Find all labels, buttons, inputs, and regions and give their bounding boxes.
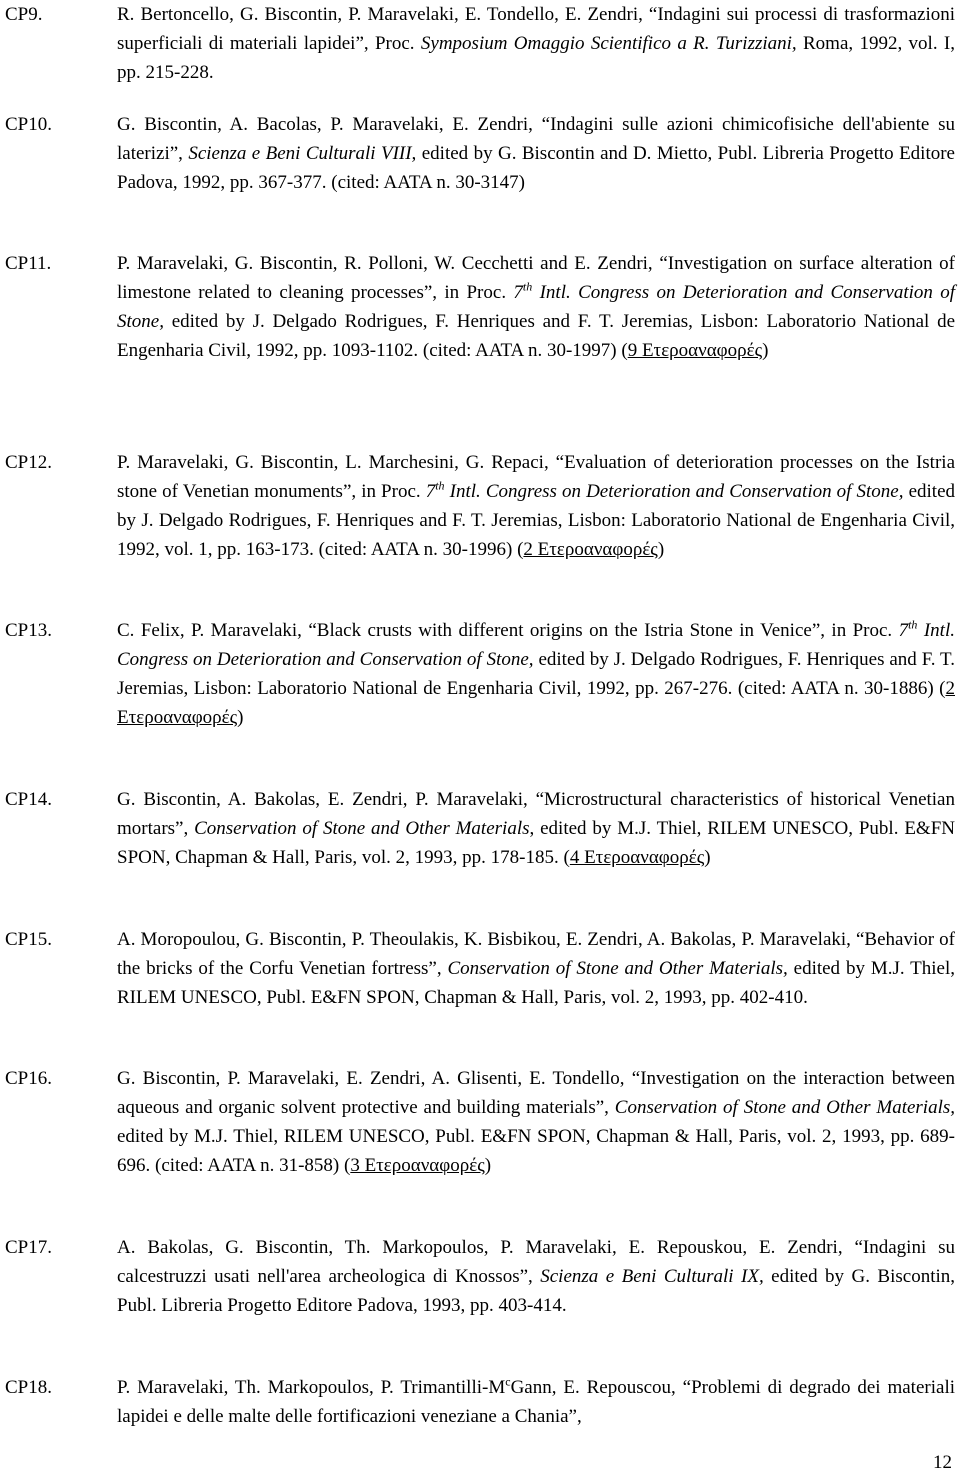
italic-title: 7 [513, 282, 523, 303]
reference-segment: ) [484, 1155, 492, 1176]
reference-text [117, 448, 955, 564]
reference-segment: edited by J. Delgado Rodrigues, F. Henriques and F. T. Jeremias, Lisbon: Laboratorio National de Engenharia Civil, 1992, pp. 267-276. (cited: AATA n. 30-1886) ( [117, 649, 955, 699]
italic-title: 7 [898, 620, 909, 641]
reference-text [117, 1064, 955, 1180]
reference-segment: edited by J. Delgado Rodrigues, F. Henriques and F. T. Jeremias, Lisbon: Laboratorio National de Engenharia Civil, 1992, vol. 1, pp. 163-173. (cited: AATA n. 30-1996) ( [117, 481, 955, 560]
citation-count: 4 Ετεροαναφορές [569, 847, 705, 868]
reference-segment: edited by M.J. Thiel, RILEM UNESCO, Publ. E&FN SPON, Chapman & Hall, Paris, vol. 2, 1993, pp. 689-696. (cited: AATA n. 31-858) ( [117, 1126, 955, 1176]
italic-title: 7 [425, 481, 436, 502]
reference-segment: ) [762, 340, 769, 361]
reference-text [117, 616, 955, 732]
reference-segment: R. Bertoncello, G. Biscontin, P. Maravelaki, E. Tondello, E. Zendri, “Indagini sui processi di trasformazioni superficiali di materiali lapidei”, Proc. [117, 4, 955, 54]
reference-segment: ) [704, 847, 711, 868]
citation-count: 2 Ετεροαναφορές [523, 539, 658, 560]
reference-text [117, 0, 955, 87]
reference-segment: ) [657, 539, 665, 560]
reference-text [117, 1233, 955, 1320]
reference-text [117, 785, 955, 872]
reference-segment: Gann, E. Repouscou, “Problemi di degrado dei materiali lapidei e delle malte delle fortificazioni veneziane a Chania”, [117, 1377, 955, 1427]
reference-segment: C. Felix, P. Maravelaki, “Black crusts with different origins on the Istria Stone in Venice”, in Proc. [117, 620, 899, 641]
italic-title: Intl. Congress on Deterioration and Conservation of Stone, [117, 282, 956, 332]
italic-title: Symposium Omaggio Scientifico a R. Turizziani, [420, 33, 797, 54]
italic-title: Conservation of Stone and Other Materials, [447, 958, 788, 979]
reference-code: CP13. [5, 620, 52, 641]
reference-segment: G. Biscontin, A. Bakolas, E. Zendri, P. Maravelaki, “Microstructural characteristics of historical Venetian mortars”, [117, 789, 955, 839]
reference-segment: A. Bakolas, G. Biscontin, Th. Markopoulos, P. Maravelaki, E. Repouskou, E. Zendri, “Indagini su calcestruzzi usati nell'area archeologica di Knossos”, [117, 1237, 955, 1287]
italic-title: Conservation of Stone and Other Materials, [614, 1097, 955, 1118]
reference-segment: edited by J. Delgado Rodrigues, F. Henriques and F. T. Jeremias, Lisbon: Laboratorio National de Engenharia Civil, 1992, pp. 1093-1102. (cited: AATA n. 30-1997) ( [117, 311, 955, 361]
reference-code: CP17. [5, 1237, 52, 1258]
citation-count: 2 Ετεροαναφορές [117, 678, 955, 728]
reference-segment: P. Maravelaki, G. Biscontin, L. Marchesini, G. Repaci, “Evaluation of deterioration processes on the Istria stone of Venetian monuments”, in Proc. [117, 452, 955, 502]
reference-code: CP15. [5, 929, 52, 950]
reference-text [117, 110, 955, 197]
reference-code: CP11. [5, 253, 52, 274]
reference-code: CP10. [5, 114, 52, 135]
reference-segment: ) [237, 707, 244, 728]
reference-segment: P. Maravelaki, G. Biscontin, R. Polloni, W. Cecchetti and E. Zendri, “Investigation on surface alteration of limestone related to cleaning processes”, in Proc. [117, 253, 955, 303]
superscript-text: c [505, 1374, 511, 1389]
reference-code: CP18. [5, 1377, 52, 1398]
reference-segment: A. Moropoulou, G. Biscontin, P. Theoulakis, K. Bisbikou, E. Zendri, A. Bakolas, P. Maravelaki, “Behavior of the bricks of the Corfu Venetian fortress”, [117, 929, 955, 979]
reference-text [117, 925, 955, 1012]
citation-count: 9 Ετεροαναφορές [627, 340, 763, 361]
reference-segment: edited by G. Biscontin and D. Mietto, Publ. Libreria Progetto Editore Padova, 1992, pp. 367-377. (cited: AATA n. 30-3147) [117, 143, 955, 193]
reference-segment: edited by G. Biscontin, Publ. Libreria Progetto Editore Padova, 1993, pp. 403-414. [117, 1266, 956, 1316]
reference-code: CP14. [5, 789, 52, 810]
italic-title: Conservation of Stone and Other Materials [194, 818, 530, 839]
italic-title: Scienza e Beni Culturali IX, [540, 1266, 764, 1287]
citation-count: 3 Ετεροαναφορές [350, 1155, 485, 1176]
reference-segment: P. Maravelaki, Th. Markopoulos, P. Trimantilli-M [117, 1377, 506, 1398]
reference-code: CP12. [5, 452, 52, 473]
italic-title: Scienza e Beni Culturali VIII, [188, 143, 417, 164]
reference-segment: G. Biscontin, A. Bacolas, P. Maravelaki, E. Zendri, “Indagini sulle azioni chimicofisiche dell'abiente su laterizi”, [117, 114, 955, 164]
reference-segment: Roma, 1992, vol. I, pp. 215-228. [117, 33, 955, 83]
reference-code: CP16. [5, 1068, 52, 1089]
superscript-text: th [908, 617, 918, 632]
reference-text [117, 249, 955, 365]
reference-segment: edited by M.J. Thiel, RILEM UNESCO, Publ. E&FN SPON, Chapman & Hall, Paris, vol. 2, 1993, pp. 402-410. [117, 958, 955, 1008]
reference-code: CP9. [5, 4, 43, 25]
superscript-text: th [435, 478, 445, 493]
superscript-text: th [522, 279, 533, 294]
reference-segment: , edited by M.J. Thiel, RILEM UNESCO, Publ. E&FN SPON, Chapman & Hall, Paris, vol. 2, 1993, pp. 178-185. ( [117, 818, 955, 868]
italic-title: Intl. Congress on Deterioration and Conservation of Stone, [444, 481, 904, 502]
italic-title: Intl. Congress on Deterioration and Conservation of Stone, [117, 620, 955, 670]
reference-text [117, 1373, 955, 1431]
reference-segment: G. Biscontin, P. Maravelaki, E. Zendri, A. Glisenti, E. Tondello, “Investigation on the interaction between aqueous and organic solvent protective and building materials”, [117, 1068, 955, 1118]
page-number: 12 [933, 1452, 952, 1473]
